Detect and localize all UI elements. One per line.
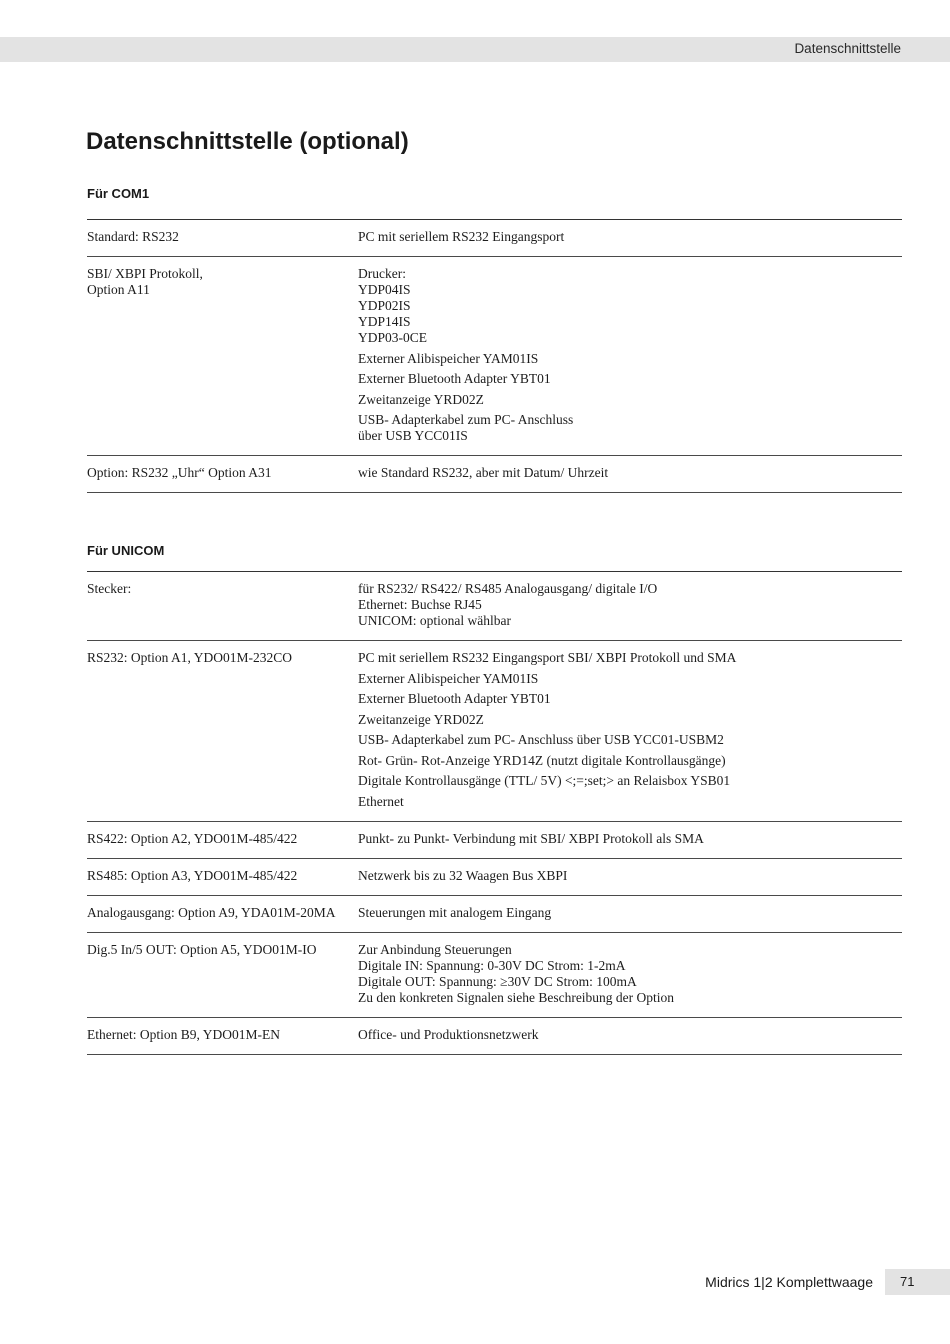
table-row <box>87 572 902 641</box>
table-row <box>87 859 902 896</box>
label-line: Dig.5 In/5 OUT: Option A5, YDO01M-IO <box>87 941 317 957</box>
description-line: Ethernet: Buchse RJ45 <box>358 597 482 612</box>
description-line: YDP04IS <box>358 282 411 297</box>
label-line: Option A11 <box>87 282 150 297</box>
table-row <box>87 220 902 257</box>
description-line: Zur Anbindung Steuerungen <box>358 941 512 957</box>
table-row <box>87 641 902 822</box>
description-line: YDP02IS <box>358 298 411 313</box>
description-line: Digitale IN: Spannung: 0-30V DC Strom: 1-2mA <box>358 957 626 973</box>
table-row <box>87 456 902 493</box>
label-line: Analogausgang: Option A9, YDA01M-20MA <box>87 904 336 920</box>
row-label <box>87 266 358 444</box>
running-header <box>0 37 950 62</box>
description-line: über USB YCC01IS <box>358 428 468 443</box>
description-line: Punkt- zu Punkt- Verbindung mit SBI/ XBPI Protokoll als SMA <box>358 830 704 846</box>
row-label <box>87 905 358 921</box>
description-line: Externer Bluetooth Adapter YBT01 <box>358 371 551 386</box>
description-line: wie Standard RS232, aber mit Datum/ Uhrzeit <box>358 465 609 480</box>
table-row <box>87 1018 902 1055</box>
row-label <box>87 229 358 245</box>
description-line: Digitale Kontrollausgänge (TTL/ 5V) <;=;set;> an Relaisbox YSB01 <box>358 773 731 788</box>
running-header-title: Datenschnittstelle <box>794 41 901 56</box>
table-row <box>87 822 902 859</box>
row-description <box>358 1027 902 1043</box>
row-label <box>87 868 358 884</box>
page-number-box <box>885 1269 950 1295</box>
description-line: YDP03-0CE <box>358 330 428 345</box>
description-line: Zweitanzeige YRD02Z <box>358 391 484 407</box>
row-description <box>358 650 902 810</box>
table-row <box>87 933 902 1018</box>
row-description <box>358 266 902 444</box>
row-label <box>87 465 358 481</box>
label-line: Stecker: <box>87 581 132 596</box>
description-line: für RS232/ RS422/ RS485 Analogausgang/ digitale I/O <box>358 581 658 596</box>
section-heading-unicom: Für UNICOM <box>87 543 165 558</box>
row-label <box>87 942 358 1006</box>
row-description <box>358 831 902 847</box>
description-line: UNICOM: optional wählbar <box>358 613 511 628</box>
description-line: Externer Alibispeicher YAM01IS <box>358 350 539 366</box>
description-line: PC mit seriellem RS232 Eingangsport <box>358 229 565 244</box>
label-line: RS485: Option A3, YDO01M-485/422 <box>87 867 298 883</box>
row-label <box>87 581 358 629</box>
table-row <box>87 257 902 456</box>
description-line: Externer Alibispeicher YAM01IS <box>358 670 539 686</box>
label-line: RS232: Option A1, YDO01M-232CO <box>87 650 293 665</box>
label-line: Standard: RS232 <box>87 229 179 244</box>
row-description <box>358 868 902 884</box>
row-description <box>358 581 902 629</box>
label-line: RS422: Option A2, YDO01M-485/422 <box>87 830 298 846</box>
description-line: Netzwerk bis zu 32 Waagen Bus XBPI <box>358 867 568 883</box>
description-line: Externer Bluetooth Adapter YBT01 <box>358 691 551 706</box>
row-description <box>358 229 902 245</box>
unicom-spec-table <box>87 571 902 1055</box>
footer-product-name: Midrics 1|2 Komplettwaage <box>705 1274 873 1290</box>
com1-spec-table <box>87 219 902 493</box>
page-number: 71 <box>900 1274 915 1289</box>
description-line: Digitale OUT: Spannung: ≥30V DC Strom: 100mA <box>358 973 637 989</box>
description-line: Drucker: <box>358 266 406 281</box>
description-line: Zweitanzeige YRD02Z <box>358 711 484 727</box>
label-line: Ethernet: Option B9, YDO01M-EN <box>87 1026 280 1042</box>
row-label <box>87 1027 358 1043</box>
description-line: Rot- Grün- Rot-Anzeige YRD14Z (nutzt digitale Kontrollausgänge) <box>358 752 726 768</box>
description-line: Office- und Produktionsnetzwerk <box>358 1026 539 1042</box>
table-row <box>87 896 902 933</box>
row-description <box>358 942 902 1006</box>
label-line: SBI/ XBPI Protokoll, <box>87 266 203 281</box>
description-line: USB- Adapterkabel zum PC- Anschluss <box>358 412 574 427</box>
description-line: Ethernet <box>358 793 404 809</box>
row-description <box>358 905 902 921</box>
section-heading-com1: Für COM1 <box>87 186 150 201</box>
label-line: Option: RS232 „Uhr“ Option A31 <box>87 465 272 480</box>
description-line: PC mit seriellem RS232 Eingangsport SBI/ XBPI Protokoll und SMA <box>358 650 737 665</box>
row-label <box>87 650 358 810</box>
page-title: Datenschnittstelle (optional) <box>86 128 409 155</box>
row-label <box>87 831 358 847</box>
description-line: Steuerungen mit analogem Eingang <box>358 904 552 920</box>
description-line: Zu den konkreten Signalen siehe Beschreibung der Option <box>358 989 675 1005</box>
description-line: USB- Adapterkabel zum PC- Anschluss über USB YCC01-USBM2 <box>358 732 724 747</box>
description-line: YDP14IS <box>358 314 411 329</box>
row-description <box>358 465 902 481</box>
